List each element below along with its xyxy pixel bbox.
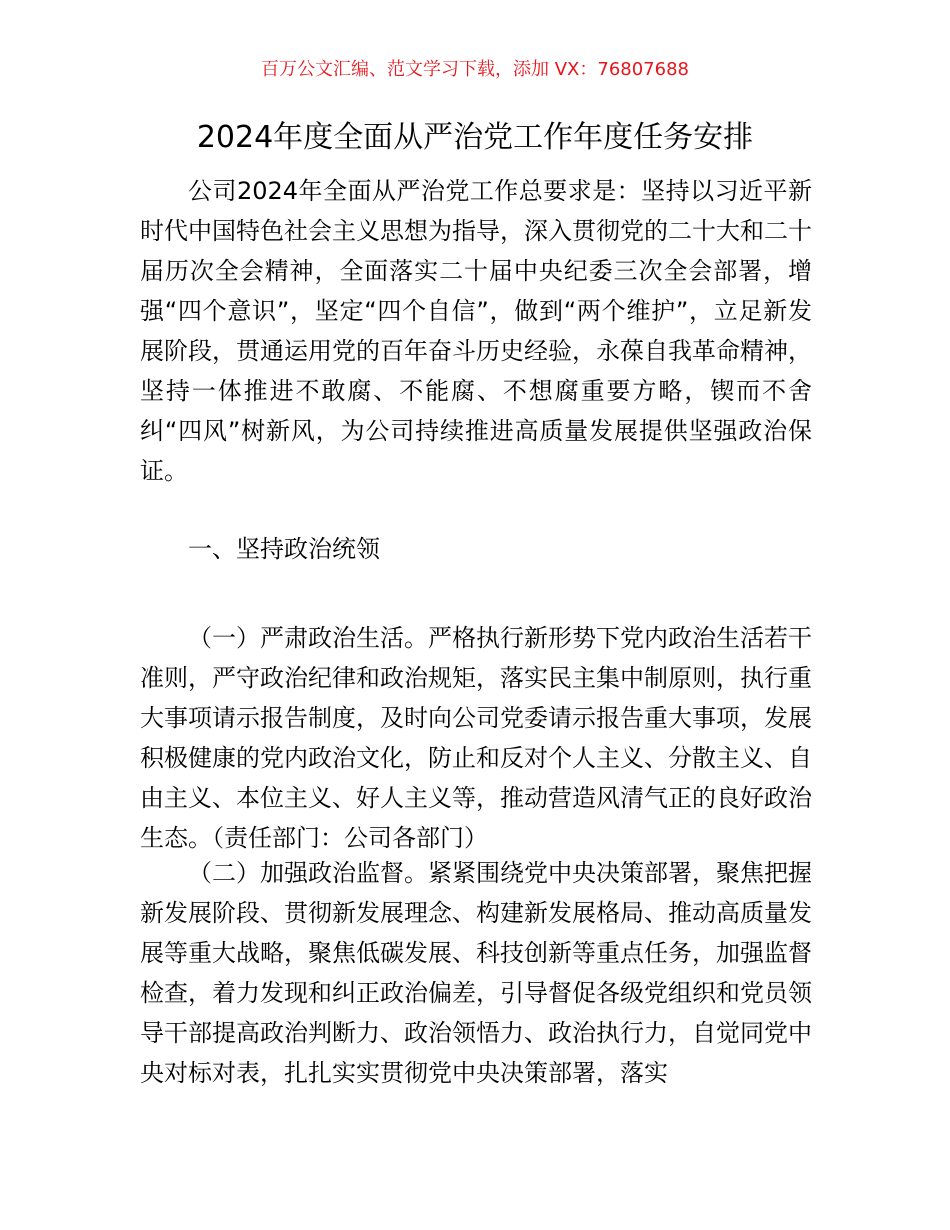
document-title: 2024年度全面从严治党工作年度任务安排 bbox=[196, 120, 754, 155]
item-paragraph-1: （一）严肃政治生活。严格执行新形势下党内政治生活若干准则，严守政治纪律和政治规矩，落实民主集中制原则，执行重大事项请示报告制度，及时向公司党委请示报告重大事项，发展积极健康的党内政治文化，防止和反对个人主义、分散主义、自由主义、本位主义、好人主义等，推动营造风清气正的良好政治生态。（责任部门：公司各部门） bbox=[140, 624, 812, 852]
section-heading: 一、坚持政治统领 bbox=[188, 535, 380, 563]
item-paragraph-2: （二）加强政治监督。紧紧围绕党中央决策部署，聚焦把握新发展阶段、贯彻新发展理念、构建新发展格局、推动高质量发展等重大战略，聚焦低碳发展、科技创新等重点任务，加强监督检查，着力发现和纠正政治偏差，引导督促各级党组织和党员领导干部提高政治判断力、政治领悟力、政治执行力，自觉同党中央对标对表，扎扎实实贯彻党中央决策部署，落实 bbox=[140, 859, 812, 1087]
header-watermark-text: 百万公文汇编、范文学习下载，添加 VX：76807688 bbox=[261, 59, 689, 80]
intro-paragraph: 公司2024年全面从严治党工作总要求是：坚持以习近平新时代中国特色社会主义思想为指导，深入贯彻党的二十大和二十届历次全会精神，全面落实二十届中央纪委三次全会部署，增强“四个意识”，坚定“四个自信”，做到“两个维护”，立足新发展阶段，贯通运用党的百年奋斗历史经验，永葆自我革命精神，坚持一体推进不敢腐、不能腐、不想腐重要方略，锲而不舍纠“四风”树新风，为公司持续推进高质量发展提供坚强政治保证。 bbox=[140, 177, 812, 485]
